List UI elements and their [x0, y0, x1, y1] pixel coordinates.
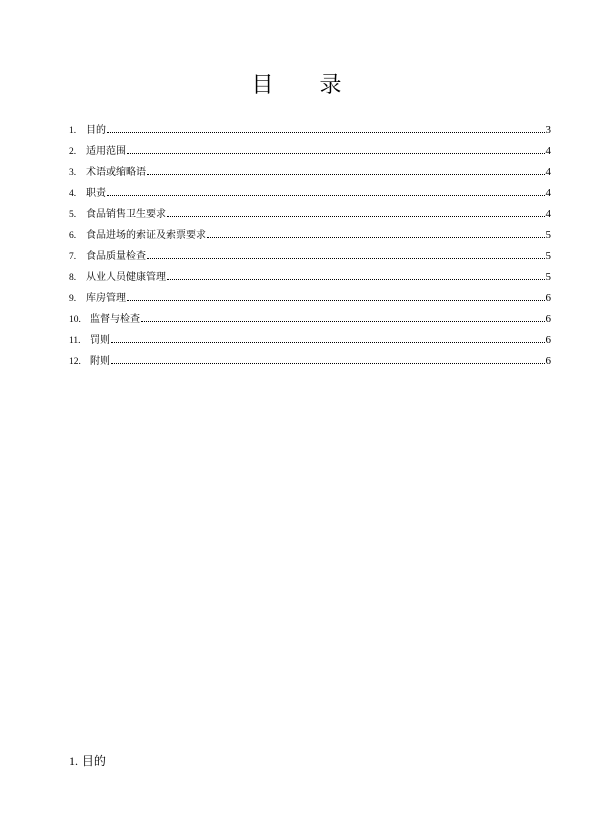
toc-dot-leader: [111, 341, 545, 343]
toc-item-text: 附则: [90, 356, 110, 367]
toc-item-number: 5.: [69, 210, 77, 220]
toc-item-duties[interactable]: [69, 186, 551, 207]
toc-item-hygiene[interactable]: [69, 207, 551, 228]
section-heading-text: 目的: [81, 754, 106, 768]
toc-item-page: 4: [545, 187, 551, 199]
toc-item-scope[interactable]: [69, 144, 551, 165]
toc-dot-leader: [127, 152, 545, 154]
toc-item-number: 1.: [69, 126, 77, 136]
toc-item-purpose[interactable]: [69, 123, 551, 144]
toc-item-quality-check[interactable]: [69, 249, 551, 270]
toc-item-supervision[interactable]: [69, 312, 551, 333]
toc-item-page: 6: [545, 355, 551, 367]
toc-item-number: 9.: [69, 294, 77, 304]
toc-item-text: 目的: [86, 125, 106, 136]
toc-dot-leader: [167, 215, 545, 217]
toc-item-terms[interactable]: [69, 165, 551, 186]
toc-item-number: 7.: [69, 252, 77, 262]
toc-item-page: 6: [545, 313, 551, 325]
toc-item-page: 5: [545, 229, 551, 241]
toc-item-text: 职责: [86, 188, 106, 199]
toc-dot-leader: [111, 362, 545, 364]
toc-dot-leader: [127, 299, 545, 301]
toc-item-number: 12.: [69, 357, 81, 367]
toc-item-page: 3: [545, 124, 551, 136]
toc-item-text: 食品质量检查: [86, 251, 146, 262]
toc-item-number: 10.: [69, 315, 81, 325]
toc-item-number: 11.: [69, 336, 81, 346]
toc-item-text: 从业人员健康管理: [86, 272, 166, 283]
toc-item-text: 库房管理: [86, 293, 126, 304]
toc-dot-leader: [207, 236, 545, 238]
toc-item-page: 5: [545, 271, 551, 283]
toc-item-page: 6: [545, 292, 551, 304]
toc-item-text: 监督与检查: [90, 314, 140, 325]
toc-item-number: 6.: [69, 231, 77, 241]
toc-item-text: 食品销售卫生要求: [86, 209, 166, 220]
toc-dot-leader: [107, 131, 545, 133]
toc-dot-leader: [167, 278, 545, 280]
toc-item-page: 4: [545, 145, 551, 157]
toc-title-char-1: 目: [251, 73, 274, 98]
toc-list: [69, 123, 551, 375]
toc-item-page: 4: [545, 208, 551, 220]
toc-item-page: 4: [545, 166, 551, 178]
toc-item-appendix[interactable]: [69, 354, 551, 375]
toc-dot-leader: [107, 194, 545, 196]
toc-item-number: 2.: [69, 147, 77, 157]
toc-dot-leader: [141, 320, 545, 322]
toc-dot-leader: [147, 173, 545, 175]
toc-item-text: 术语或缩略语: [86, 167, 146, 178]
toc-item-text: 食品进场的索证及索票要求: [86, 230, 206, 241]
toc-item-staff-health[interactable]: [69, 270, 551, 291]
toc-item-number: 3.: [69, 168, 77, 178]
toc-item-text: 适用范围: [86, 146, 126, 157]
toc-title: [0, 68, 593, 99]
toc-item-number: 8.: [69, 273, 77, 283]
toc-item-text: 罚则: [90, 335, 110, 346]
toc-item-penalties[interactable]: [69, 333, 551, 354]
toc-title-char-2: 录: [319, 73, 342, 98]
toc-item-number: 4.: [69, 189, 77, 199]
toc-item-page: 6: [545, 334, 551, 346]
toc-item-certificates[interactable]: [69, 228, 551, 249]
section-heading-number: 1.: [69, 754, 78, 768]
section-heading: [69, 752, 106, 769]
toc-item-page: 5: [545, 250, 551, 262]
toc-item-warehouse[interactable]: [69, 291, 551, 312]
toc-dot-leader: [147, 257, 545, 259]
